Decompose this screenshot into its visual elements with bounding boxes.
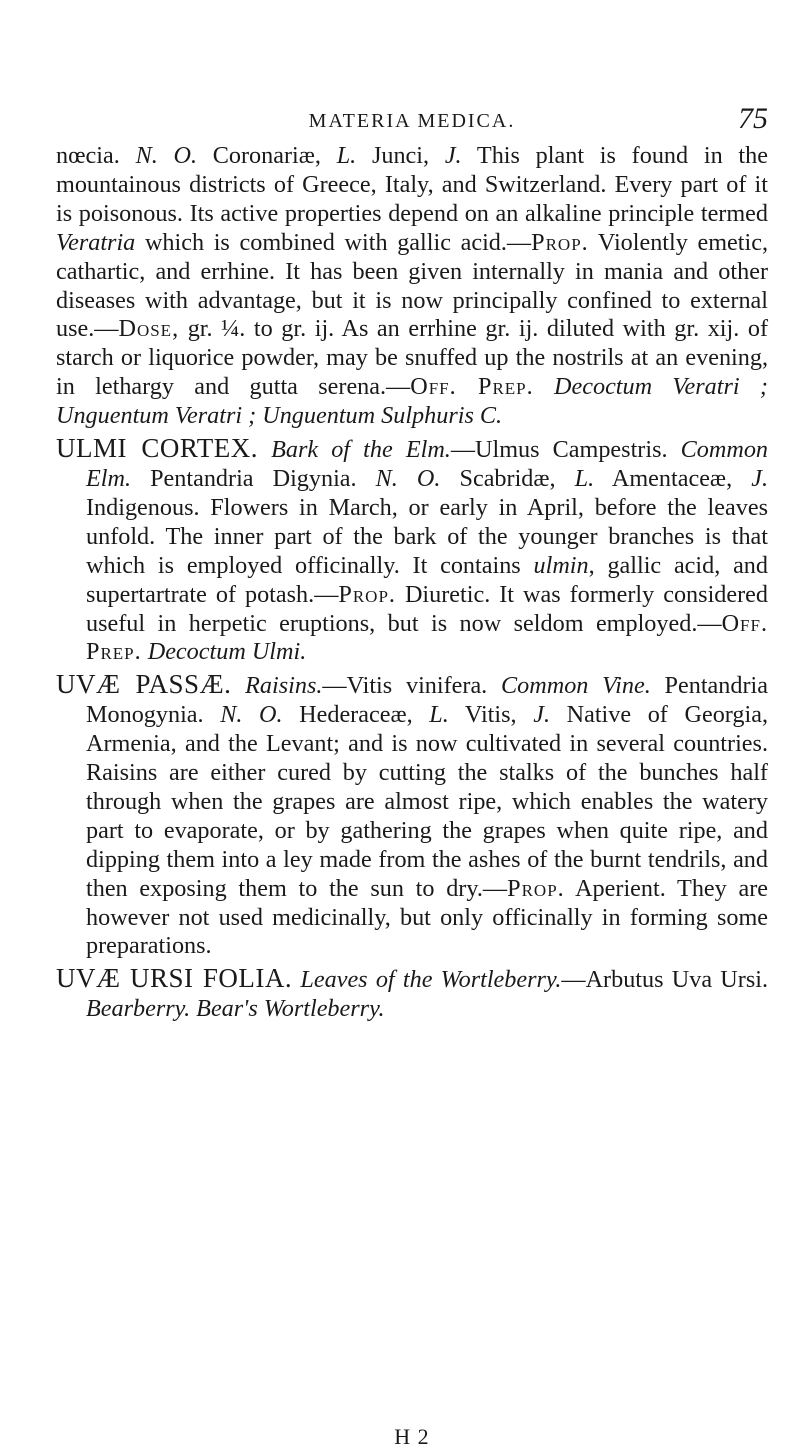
text-run: Native of Georgia, Armenia, and the Levant; and is now cultivated in several countries. Raisins are either cured by cutting the stalks of the bunches half through when the grapes are almost ripe, which enables the watery part to evaporate, or by gathering the grapes when quite ripe, and dipping them into a ley made from the ashes of the burnt tendrils, and then exposing them to the sun to dry.— [86, 701, 768, 902]
text-run: Aperient. They are however not used medicinally, but only officinally in forming some preparations. [86, 874, 769, 960]
text-run-italic: Decoctum Ulmi. [147, 638, 307, 666]
running-head: MATERIA MEDICA. [308, 110, 516, 132]
text-run-italic: J. [751, 464, 768, 492]
text-run: gr. ¼. to gr. ij. As an errhine gr. ij. diluted with gr. xij. of starch or liquorice powder, may be snuffed up the nostrils at an evening, in lethargy and gutta serena.— [56, 315, 768, 401]
text-run-italic: Bark of the Elm. [271, 436, 451, 464]
text-run [231, 672, 245, 699]
text-run-italic: Common Vine. [501, 672, 651, 700]
entry-heading: ULMI CORTEX. [56, 433, 258, 464]
text-run: Violently emetic, cathartic, and errhine. It has been given internally in mania and other diseases with advantage, but it is now principally confined to external use.— [56, 228, 769, 343]
text-run: Amentaceæ, [594, 464, 752, 492]
text-run-italic: L. [336, 142, 357, 169]
body-text [56, 142, 768, 1024]
text-run: which is combined with gallic acid.— [135, 228, 532, 256]
text-run-italic: N. O. [375, 464, 441, 492]
entry-heading: UVÆ URSI FOLIA. [56, 963, 293, 994]
text-run: Diuretic. It was formerly considered useful in herpetic eruptions, but is now seldom employed.— [86, 580, 768, 637]
text-run: —Vitis vinifera. [322, 672, 502, 700]
text-run-italic: Common Elm. [86, 436, 769, 492]
text-run: Scabridæ, [440, 464, 575, 492]
text-run [534, 373, 554, 400]
entry-uvae-ursi-folia [56, 964, 768, 1024]
text-run-italic: N. O. [220, 701, 283, 729]
text-run-italic: Leaves of the Wortleberry. [300, 966, 562, 994]
text-run: Indigenous. Flowers in March, or early in April, before the leaves unfold. The inner part of the bark of the younger branches is that which is employed officinally. It contains [86, 493, 768, 579]
text-run: —Arbutus Uva Ursi. [561, 966, 768, 994]
text-run-italic: N. O. [135, 142, 198, 169]
text-run-italic: Decoctum Veratri ; Unguentum Veratri ; Unguentum Sulphuris C. [56, 373, 768, 430]
page [56, 96, 769, 1449]
entry-uvae-passae [56, 670, 768, 961]
text-run-smallcaps: Prop. [338, 580, 396, 608]
text-run: nœcia. [56, 142, 136, 169]
signature-mark: H 2 [394, 1424, 430, 1449]
paragraph-veratrum-continued [56, 142, 768, 431]
text-run-italic: J. [533, 701, 550, 729]
page-number: 75 [738, 102, 768, 135]
text-run: , gallic acid, and supertartrate of potash.— [86, 551, 768, 608]
page-header [56, 96, 768, 142]
text-run-italic: L. [429, 701, 449, 729]
entry-heading: UVÆ PASSÆ. [56, 669, 232, 700]
text-run [258, 436, 271, 463]
text-run: Coronariæ, [197, 142, 337, 169]
text-run-smallcaps: Off. Prep. [410, 373, 534, 401]
text-run-smallcaps: Dose, [118, 315, 180, 343]
text-run-smallcaps: Prop. [507, 874, 565, 902]
text-run: —Ulmus Campestris. [450, 436, 681, 464]
text-run: Hederaceæ, [282, 701, 430, 729]
text-run-italic: J. [444, 142, 462, 169]
text-run: Pentandria Digynia. [131, 464, 376, 492]
entry-ulmi-cortex [56, 434, 768, 667]
text-run-italic: L. [574, 464, 595, 492]
text-run-smallcaps: Off. Prep. [86, 609, 768, 666]
text-run-italic: Raisins. [245, 672, 323, 700]
text-run-italic: Veratria [56, 228, 136, 256]
text-run: Pentandria Monogynia. [86, 672, 768, 729]
text-run: Vitis, [448, 701, 534, 729]
text-run: Junci, [356, 142, 445, 169]
text-run-smallcaps: Prop. [531, 228, 589, 256]
text-run-italic: ulmin [533, 551, 589, 579]
text-run-italic: Bearberry. Bear's Wortleberry. [86, 995, 385, 1023]
text-run: This plant is found in the mountainous districts of Greece, Italy, and Switzerland. Every part of it is poisonous. Its active properties depend on an alkaline principle termed [56, 142, 768, 227]
